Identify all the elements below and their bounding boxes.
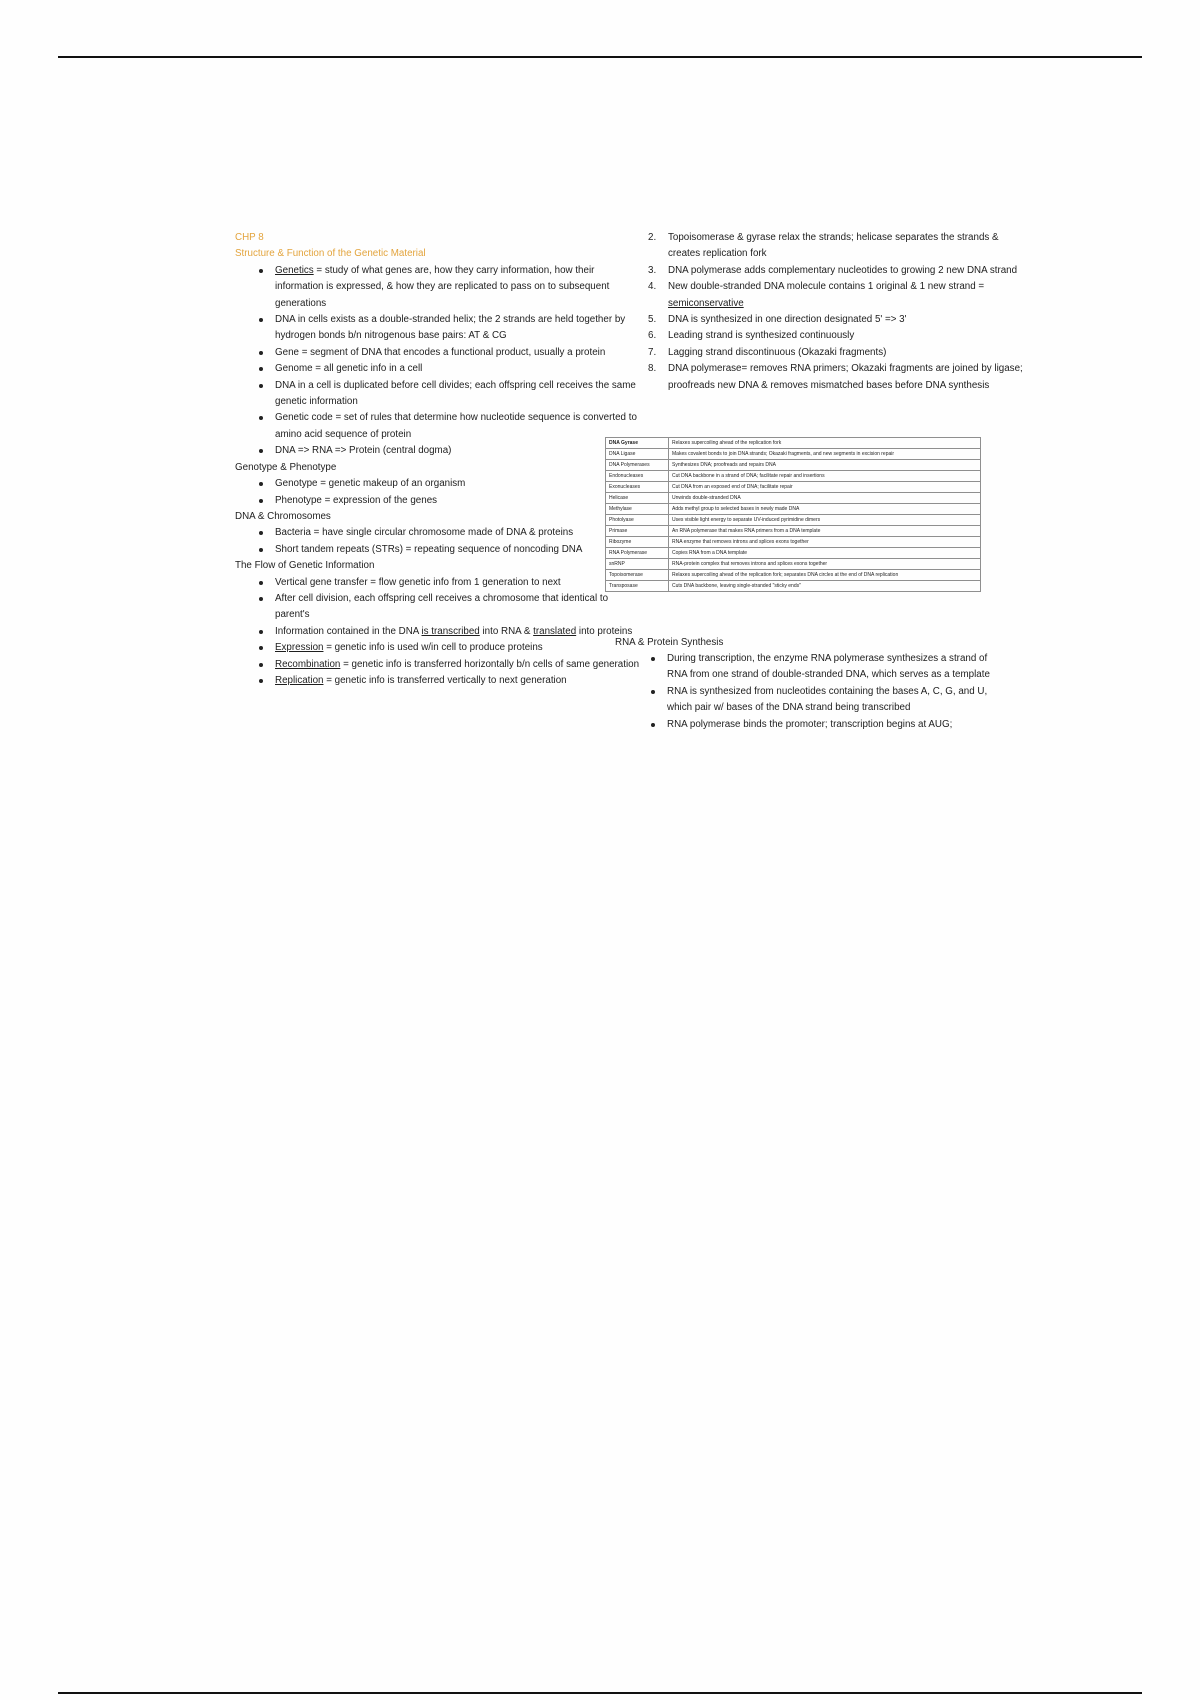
list-item: Genetic code = set of rules that determine how nucleotide sequence is converted to amino acid sequence of protein — [275, 410, 645, 443]
list-item: DNA => RNA => Protein (central dogma) — [275, 443, 645, 459]
rna-list — [615, 651, 995, 733]
table-row: Endonucleases Cut DNA backbone in a strand of DNA; facilitate repair and insertions — [606, 471, 981, 482]
flow-heading: The Flow of Genetic Information — [235, 560, 375, 572]
list-item: 3. DNA polymerase adds complementary nucleotides to growing 2 new DNA strand — [648, 264, 1018, 276]
genotype-list — [235, 476, 645, 509]
section-title: Structure & Function of the Genetic Material — [235, 248, 426, 260]
list-item: DNA in a cell is duplicated before cell divides; each offspring cell receives the same genetic information — [275, 378, 645, 411]
list-item: Short tandem repeats (STRs) = repeating sequence of noncoding DNA — [275, 542, 645, 558]
flow-list — [235, 575, 645, 690]
chromosomes-heading: DNA & Chromosomes — [235, 510, 331, 522]
bottom-rule — [58, 1692, 1142, 1694]
table-row: DNA Gyrase Relaxes supercoiling ahead of the replication fork — [606, 438, 981, 449]
list-item: Genetics = study of what genes are, how they carry information, how their information is expressed, & how they are replicated to pass on to subsequent generations — [275, 263, 645, 312]
list-item: 4. New double-stranded DNA molecule contains 1 original & 1 new strand = semiconservative — [648, 281, 985, 309]
table-row: Transposase Cuts DNA backbone, leaving single-stranded "sticky ends" — [606, 581, 981, 592]
list-item: Expression = genetic info is used w/in cell to produce proteins — [275, 640, 645, 656]
list-item: Bacteria = have single circular chromosome made of DNA & proteins — [275, 525, 645, 541]
list-item: Vertical gene transfer = flow genetic info from 1 generation to next — [275, 575, 645, 591]
right-column — [609, 230, 1030, 730]
list-item: Recombination = genetic info is transferred horizontally b/n cells of same generation — [275, 657, 645, 673]
table-row: Helicase Unwinds double-stranded DNA — [606, 493, 981, 504]
list-item: During transcription, the enzyme RNA polymerase synthesizes a strand of RNA from one strand of double-stranded DNA, which serves as a template — [667, 651, 995, 684]
replication-steps — [630, 230, 1030, 394]
list-item: RNA is synthesized from nucleotides containing the bases A, C, G, and U, which pair w/ bases of the DNA strand being transcribed — [667, 684, 995, 717]
list-item: 7. Lagging strand discontinuous (Okazaki fragments) — [648, 346, 887, 358]
list-item: 5. DNA is synthesized in one direction designated 5' => 3' — [648, 314, 907, 326]
list-item: RNA polymerase binds the promoter; transcription begins at AUG; — [667, 717, 995, 733]
table-row: DNA Polymerases Synthesizes DNA; proofreads and repairs DNA — [606, 460, 981, 471]
table-row: Topoisomerase Relaxes supercoiling ahead of the replication fork; separates DNA circles at the end of DNA replication — [606, 570, 981, 581]
rna-heading: RNA & Protein Synthesis — [615, 637, 724, 648]
top-rule — [58, 56, 1142, 58]
intro-list — [235, 263, 645, 460]
list-item: After cell division, each offspring cell receives a chromosome that identical to parent's — [275, 591, 645, 624]
chromosomes-list — [235, 525, 645, 558]
table-row: Primase An RNA polymerase that makes RNA primers from a DNA template — [606, 526, 981, 537]
table-row: Methylase Adds methyl group to selected bases in newly made DNA — [606, 504, 981, 515]
genotype-heading: Genotype & Phenotype — [235, 461, 337, 473]
list-item: 2. Topoisomerase & gyrase relax the strands; helicase separates the strands & creates replication fork — [648, 232, 999, 260]
list-item: 8. DNA polymerase= removes RNA primers; Okazaki fragments are joined by ligase; proofreads new DNA & removes mismatched bases before DNA synthesis — [648, 363, 1023, 391]
table-row: Photolyase Uses visible light energy to separate UV-induced pyrimidine dimers — [606, 515, 981, 526]
list-item: Replication = genetic info is transferred vertically to next generation — [275, 673, 645, 689]
list-item: Gene = segment of DNA that encodes a functional product, usually a protein — [275, 345, 645, 361]
rna-section — [615, 651, 995, 733]
enzyme-table — [605, 437, 981, 592]
table-row: Ribozyme RNA enzyme that removes introns and splices exons together — [606, 537, 981, 548]
left-column — [235, 230, 645, 689]
list-item: DNA in cells exists as a double-stranded helix; the 2 strands are held together by hydrogen bonds b/n nitrogenous base pairs: AT & CG — [275, 312, 645, 345]
list-item: Phenotype = expression of the genes — [275, 493, 645, 509]
list-item: Genotype = genetic makeup of an organism — [275, 476, 645, 492]
chapter-label: CHP 8 — [235, 232, 264, 243]
table-row: DNA Ligase Makes covalent bonds to join DNA strands; Okazaki fragments, and new segments in excision repair — [606, 449, 981, 460]
list-item: 6. Leading strand is synthesized continuously — [648, 330, 855, 342]
table-row: snRNP RNA-protein complex that removes introns and splices exons together — [606, 559, 981, 570]
notes-page — [225, 230, 1023, 760]
table-row: RNA Polymerase Copies RNA from a DNA template — [606, 548, 981, 559]
list-item: Genome = all genetic info in a cell — [275, 361, 645, 377]
list-item: Information contained in the DNA is transcribed into RNA & translated into proteins — [275, 624, 645, 640]
table-row: Exonucleases Cut DNA from an exposed end of DNA; facilitate repair — [606, 482, 981, 493]
